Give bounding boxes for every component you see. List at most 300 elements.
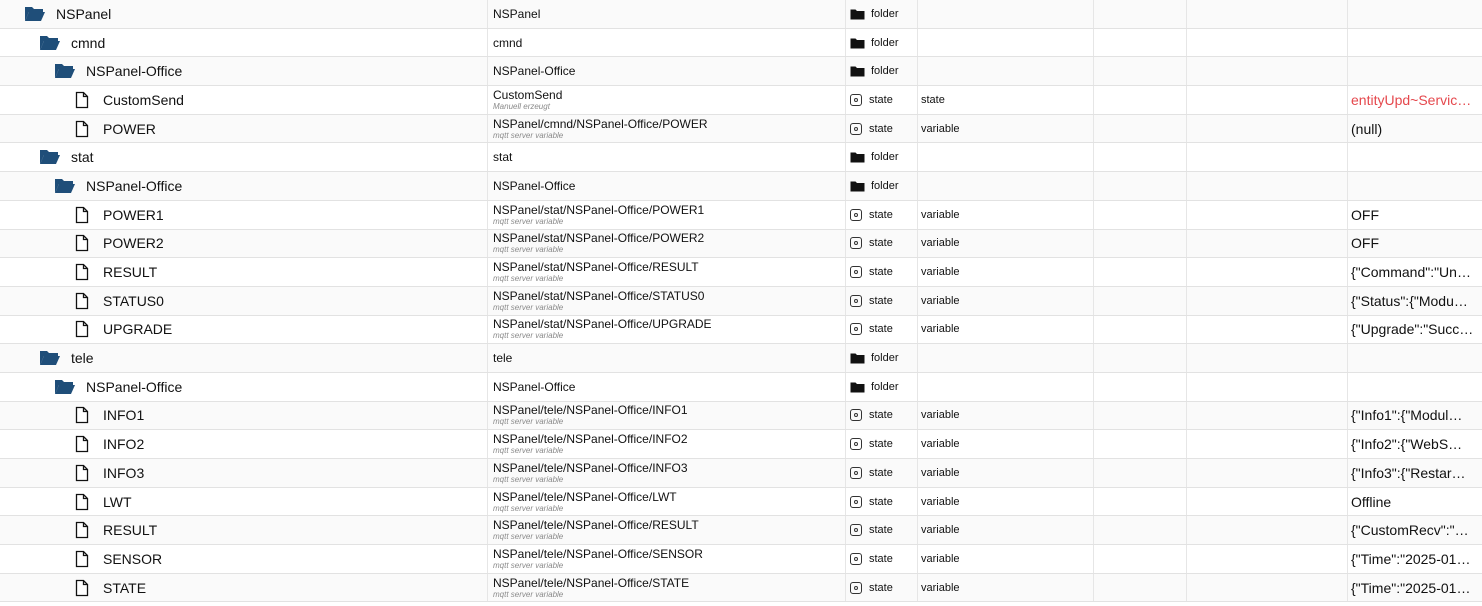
state-icon [850,94,862,106]
room-cell[interactable] [1094,172,1187,200]
folder-icon [850,352,865,364]
room-cell[interactable] [1094,287,1187,315]
display-name-cell [488,488,846,516]
file-icon [75,521,89,539]
type-label: state [869,266,893,279]
file-icon [75,579,89,597]
state-value: (null) [1351,120,1383,137]
folder-open-icon [54,62,76,80]
name-cell[interactable] [0,172,488,200]
type-cell [846,29,918,57]
state-icon [850,438,862,450]
display-name: cmnd [493,35,523,50]
type-cell [846,459,918,487]
function-cell[interactable] [1187,459,1348,487]
display-name: NSPanel/stat/NSPanel-Office/UPGRADE [493,317,712,332]
value-cell[interactable] [1348,516,1482,544]
function-cell[interactable] [1187,402,1348,430]
description: mqtt server variable [493,130,564,140]
name-cell[interactable] [0,57,488,85]
display-name: NSPanel/stat/NSPanel-Office/POWER2 [493,231,705,246]
state-value: {"Info3":{"Restar… [1351,464,1466,481]
type-label: state [869,438,893,451]
role-cell [918,430,1094,458]
display-name: NSPanel/tele/NSPanel-Office/INFO2 [493,432,688,447]
object-id: NSPanel-Office [86,177,183,194]
description: mqtt server variable [493,216,564,226]
type-label: folder [871,36,899,49]
function-cell[interactable] [1187,344,1348,372]
state-value: {"Time":"2025-01… [1351,550,1471,567]
function-cell[interactable] [1187,488,1348,516]
tree-row-state[interactable] [0,258,1482,287]
folder-open-icon [54,378,76,396]
name-cell[interactable] [0,574,488,602]
object-id: INFO1 [103,407,145,424]
display-name: NSPanel/stat/NSPanel-Office/STATUS0 [493,288,705,303]
folder-open-icon [39,148,61,166]
type-cell [846,230,918,258]
type-label: state [869,237,893,250]
file-icon [75,206,89,224]
description: mqtt server variable [493,532,564,542]
role-cell [918,344,1094,372]
display-name-cell [488,402,846,430]
type-cell [846,287,918,315]
object-id: RESULT [103,264,158,281]
display-name: tele [493,351,513,366]
function-cell[interactable] [1187,0,1348,28]
display-name-cell [488,373,846,401]
type-cell [846,545,918,573]
function-cell[interactable] [1187,258,1348,286]
display-name-cell [488,29,846,57]
file-icon [75,435,89,453]
function-cell[interactable] [1187,316,1348,344]
state-icon [850,237,862,249]
object-id: stat [71,149,94,166]
tree-row-state[interactable] [0,430,1482,459]
type-cell [846,172,918,200]
value-cell[interactable] [1348,316,1482,344]
state-value: {"Status":{"Modu… [1351,292,1468,309]
role-label: variable [921,552,960,565]
object-id: CustomSend [103,91,184,108]
role-cell [918,402,1094,430]
type-label: state [869,323,893,336]
room-cell[interactable] [1094,230,1187,258]
state-value: {"Info1":{"Modul… [1351,407,1463,424]
name-cell[interactable] [0,545,488,573]
type-label: state [869,93,893,106]
role-label: variable [921,323,960,336]
function-cell[interactable] [1187,287,1348,315]
object-id: RESULT [103,522,158,539]
display-name: NSPanel/tele/NSPanel-Office/INFO1 [493,403,688,418]
tree-row-state[interactable] [0,316,1482,345]
value-cell[interactable] [1348,0,1482,28]
name-cell[interactable] [0,29,488,57]
room-cell[interactable] [1094,0,1187,28]
folder-open-icon [24,5,46,23]
name-cell[interactable] [0,373,488,401]
state-icon [850,266,862,278]
folder-icon [850,151,865,163]
type-label: state [869,294,893,307]
object-id: INFO3 [103,464,145,481]
room-cell[interactable] [1094,545,1187,573]
display-name: NSPanel/tele/NSPanel-Office/INFO3 [493,460,688,475]
display-name-cell [488,316,846,344]
tree-row-folder[interactable] [0,57,1482,86]
role-label: variable [921,237,960,250]
description: mqtt server variable [493,302,564,312]
tree-row-folder[interactable] [0,373,1482,402]
tree-row-state[interactable] [0,402,1482,431]
file-icon [75,120,89,138]
name-cell[interactable] [0,0,488,28]
description: mqtt server variable [493,417,564,427]
room-cell[interactable] [1094,201,1187,229]
display-name-cell [488,258,846,286]
type-cell [846,0,918,28]
value-cell[interactable] [1348,143,1482,171]
role-cell [918,0,1094,28]
name-cell[interactable] [0,430,488,458]
function-cell[interactable] [1187,57,1348,85]
value-cell[interactable] [1348,459,1482,487]
name-cell[interactable] [0,488,488,516]
function-cell[interactable] [1187,516,1348,544]
name-cell[interactable] [0,402,488,430]
type-cell [846,402,918,430]
state-icon [850,409,862,421]
file-icon [75,234,89,252]
type-cell [846,115,918,143]
function-cell[interactable] [1187,29,1348,57]
state-value: OFF [1351,235,1379,252]
type-label: state [869,208,893,221]
room-cell[interactable] [1094,574,1187,602]
room-cell[interactable] [1094,115,1187,143]
folder-icon [850,37,865,49]
type-label: folder [871,65,899,78]
room-cell[interactable] [1094,488,1187,516]
file-icon [75,406,89,424]
type-label: state [869,552,893,565]
value-cell[interactable] [1348,57,1482,85]
role-cell [918,373,1094,401]
object-id: UPGRADE [103,321,173,338]
type-label: state [869,581,893,594]
file-icon [75,292,89,310]
description: mqtt server variable [493,589,564,599]
room-cell[interactable] [1094,373,1187,401]
type-label: folder [871,7,899,20]
type-label: folder [871,179,899,192]
value-cell[interactable] [1348,172,1482,200]
role-label: variable [921,495,960,508]
value-cell[interactable] [1348,488,1482,516]
room-cell[interactable] [1094,459,1187,487]
object-id: tele [71,350,94,367]
state-icon [850,496,862,508]
value-cell[interactable] [1348,545,1482,573]
tree-row-folder[interactable] [0,0,1482,29]
name-cell[interactable] [0,258,488,286]
tree-row-folder[interactable] [0,344,1482,373]
room-cell[interactable] [1094,57,1187,85]
type-label: state [869,409,893,422]
display-name: stat [493,150,513,165]
object-id: LWT [103,493,132,510]
folder-open-icon [54,177,76,195]
tree-row-state[interactable] [0,574,1482,603]
name-cell[interactable] [0,316,488,344]
state-icon [850,582,862,594]
role-label: variable [921,524,960,537]
folder-icon [850,8,865,20]
display-name-cell [488,545,846,573]
tree-row-state[interactable] [0,201,1482,230]
display-name-cell [488,574,846,602]
type-cell [846,316,918,344]
object-id: POWER2 [103,235,164,252]
display-name: NSPanel/tele/NSPanel-Office/LWT [493,489,677,504]
object-id: POWER1 [103,206,164,223]
room-cell[interactable] [1094,86,1187,114]
room-cell[interactable] [1094,143,1187,171]
role-label: variable [921,581,960,594]
role-cell [918,316,1094,344]
type-cell [846,488,918,516]
object-id: INFO2 [103,436,145,453]
type-label: state [869,495,893,508]
name-cell[interactable] [0,143,488,171]
value-cell[interactable] [1348,86,1482,114]
description: mqtt server variable [493,446,564,456]
tree-row-folder[interactable] [0,172,1482,201]
name-cell[interactable] [0,516,488,544]
state-value: OFF [1351,206,1379,223]
display-name-cell [488,516,846,544]
value-cell[interactable] [1348,29,1482,57]
description: Manuell erzeugt [493,101,550,111]
display-name: NSPanel/tele/NSPanel-Office/RESULT [493,518,699,533]
room-cell[interactable] [1094,344,1187,372]
type-label: folder [871,380,899,393]
display-name-cell [488,0,846,28]
display-name: NSPanel/tele/NSPanel-Office/SENSOR [493,546,703,561]
object-id: STATUS0 [103,292,164,309]
tree-row-folder[interactable] [0,143,1482,172]
value-cell[interactable] [1348,230,1482,258]
display-name-cell [488,115,846,143]
tree-row-state[interactable] [0,545,1482,574]
state-icon [850,323,862,335]
value-cell[interactable] [1348,344,1482,372]
name-cell[interactable] [0,230,488,258]
display-name: NSPanel-Office [493,379,576,394]
type-label: folder [871,151,899,164]
value-cell[interactable] [1348,402,1482,430]
display-name: NSPanel/stat/NSPanel-Office/POWER1 [493,202,705,217]
role-cell [918,488,1094,516]
display-name: NSPanel-Office [493,178,576,193]
type-cell [846,373,918,401]
name-cell[interactable] [0,115,488,143]
role-label: variable [921,438,960,451]
tree-row-state[interactable] [0,459,1482,488]
role-cell [918,201,1094,229]
state-value: {"Command":"Un… [1351,264,1471,281]
display-name: NSPanel-Office [493,64,576,79]
name-cell[interactable] [0,344,488,372]
display-name-cell [488,143,846,171]
function-cell[interactable] [1187,115,1348,143]
function-cell[interactable] [1187,86,1348,114]
role-label: variable [921,409,960,422]
room-cell[interactable] [1094,516,1187,544]
display-name-cell [488,57,846,85]
type-cell [846,258,918,286]
object-id: STATE [103,579,147,596]
role-cell [918,574,1094,602]
type-cell [846,86,918,114]
display-name-cell [488,172,846,200]
function-cell[interactable] [1187,545,1348,573]
display-name-cell [488,287,846,315]
display-name: NSPanel/tele/NSPanel-Office/STATE [493,575,690,590]
tree-row-state[interactable] [0,287,1482,316]
file-icon [75,263,89,281]
type-cell [846,430,918,458]
tree-row-folder[interactable] [0,29,1482,58]
role-cell [918,143,1094,171]
description: mqtt server variable [493,274,564,284]
function-cell[interactable] [1187,430,1348,458]
state-icon [850,553,862,565]
type-label: state [869,524,893,537]
role-cell [918,29,1094,57]
value-cell[interactable] [1348,287,1482,315]
tree-row-state[interactable] [0,488,1482,517]
display-name-cell [488,430,846,458]
role-label: variable [921,266,960,279]
object-id: SENSOR [103,550,163,567]
tree-row-state[interactable] [0,86,1482,115]
state-value: {"Time":"2025-01… [1351,579,1471,596]
display-name-cell [488,86,846,114]
type-label: state [869,466,893,479]
state-icon [850,524,862,536]
role-cell [918,115,1094,143]
state-value: Offline [1351,493,1392,510]
display-name: NSPanel/cmnd/NSPanel-Office/POWER [493,116,708,131]
function-cell[interactable] [1187,143,1348,171]
function-cell[interactable] [1187,373,1348,401]
role-cell [918,172,1094,200]
state-icon [850,209,862,221]
type-cell [846,201,918,229]
role-cell [918,459,1094,487]
folder-open-icon [39,34,61,52]
folder-icon [850,381,865,393]
role-label: variable [921,208,960,221]
type-cell [846,143,918,171]
role-label: variable [921,466,960,479]
object-id: NSPanel-Office [86,63,183,80]
role-cell [918,258,1094,286]
room-cell[interactable] [1094,316,1187,344]
function-cell[interactable] [1187,172,1348,200]
state-value: {"Info2":{"WebS… [1351,436,1463,453]
role-cell [918,230,1094,258]
value-cell[interactable] [1348,574,1482,602]
value-cell[interactable] [1348,430,1482,458]
value-cell[interactable] [1348,258,1482,286]
value-cell[interactable] [1348,373,1482,401]
file-icon [75,464,89,482]
state-icon [850,123,862,135]
object-id: POWER [103,120,156,137]
description: mqtt server variable [493,245,564,255]
name-cell[interactable] [0,287,488,315]
type-cell [846,57,918,85]
display-name: CustomSend [493,87,563,102]
tree-row-state[interactable] [0,516,1482,545]
description: mqtt server variable [493,560,564,570]
display-name-cell [488,459,846,487]
value-cell[interactable] [1348,201,1482,229]
state-value: entityUpd~Servic… [1351,91,1472,108]
name-cell[interactable] [0,201,488,229]
display-name-cell [488,230,846,258]
display-name-cell [488,344,846,372]
description: mqtt server variable [493,503,564,513]
description: mqtt server variable [493,331,564,341]
type-label: folder [871,352,899,365]
type-label: state [869,122,893,135]
function-cell[interactable] [1187,201,1348,229]
function-cell[interactable] [1187,230,1348,258]
room-cell[interactable] [1094,258,1187,286]
file-icon [75,550,89,568]
room-cell[interactable] [1094,430,1187,458]
role-label: variable [921,122,960,135]
role-cell [918,287,1094,315]
state-icon [850,467,862,479]
name-cell[interactable] [0,459,488,487]
role-label: variable [921,294,960,307]
name-cell[interactable] [0,86,488,114]
room-cell[interactable] [1094,402,1187,430]
object-id: NSPanel-Office [86,378,183,395]
type-cell [846,574,918,602]
value-cell[interactable] [1348,115,1482,143]
role-cell [918,86,1094,114]
tree-row-state[interactable] [0,115,1482,144]
display-name-cell [488,201,846,229]
file-icon [75,91,89,109]
function-cell[interactable] [1187,574,1348,602]
display-name: NSPanel [493,6,541,21]
state-value: {"CustomRecv":"… [1351,522,1469,539]
room-cell[interactable] [1094,29,1187,57]
tree-row-state[interactable] [0,230,1482,259]
file-icon [75,493,89,511]
folder-icon [850,65,865,77]
